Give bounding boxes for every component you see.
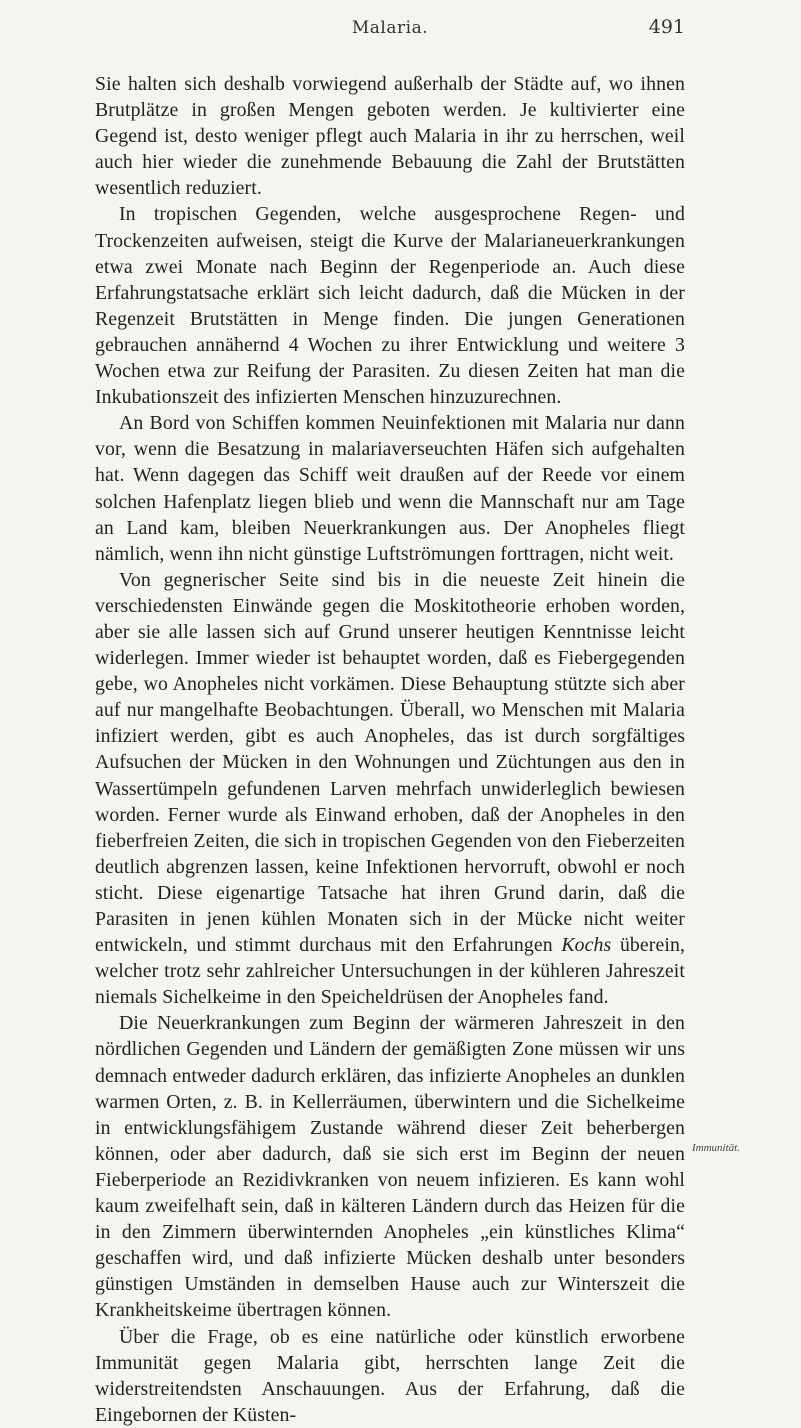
page-number: 491 (648, 16, 685, 38)
page-header (95, 18, 685, 44)
paragraph-3: An Bord von Schiffen kommen Neuinfektionen mit Malaria nur dann vor, wenn die Besatzung in malariaverseuchten Häfen sich aufgehalten hat. Wenn dagegen das Schiff weit draußen auf der Reede vor einem solchen Hafenplatz liegen blieb und wenn die Mannschaft nur am Tage an Land kam, bleiben Neuerkrankungen aus. Der Anopheles fliegt nämlich, wenn ihn nicht günstige Luftströmungen forttragen, nicht weit. (95, 412, 685, 565)
italic-name-kochs: Kochs (561, 934, 612, 957)
paragraph-2: In tropischen Gegenden, welche ausgesprochene Regen- und Trockenzeiten aufweisen, steigt die Kurve der Malarianeuerkrankungen etwa zwei Monate nach Beginn der Regenperiode an. Auch diese Erfahrungstatsache erklärt sich leicht dadurch, daß die Mücken in der Regenzeit Brutstätten in Menge finden. Die jungen Generationen gebrauchen annähernd 4 Wochen zu ihrer Entwicklung und weitere 3 Wochen etwa zur Reifung der Parasiten. Zu diesen Zeiten hat man die Inkubationszeit des infizierten Menschen hinzuzurechnen. (95, 203, 685, 409)
paragraph-4-tail: überein, welcher trotz sehr zahlreicher Untersuchungen in der kühleren Jahreszeit niemals Sichelkeime in den Speicheldrüsen der Anopheles fand. (95, 934, 686, 1009)
paragraph-4-text: Von gegnerischer Seite sind bis in die neueste Zeit hinein die verschiedensten Einwände gegen die Moskitotheorie erhoben worden, aber sie alle lassen sich auf Grund unserer heutigen Kenntnisse leicht widerlegen. Immer wieder ist behauptet worden, daß es Fiebergegenden gebe, wo Anopheles nicht vorkämen. Diese Behauptung stützte sich aber auf nur mangelhafte Beobachtungen. Überall, wo Menschen mit Malaria infiziert werden, gibt es auch Anopheles, das ist durch sorgfältiges Aufsuchen der Mücken in den Wohnungen und Züchtungen aus den in Wassertümpeln gefundenen Larven mehrfach unwiderleglich bewiesen worden. Ferner wurde als Einwand erhoben, daß der Anopheles in den fieberfreien Zeiten, die sich in tropischen Gegenden von den Fieberzeiten deutlich abgrenzen lassen, keine Infektionen hervorruft, obwohl er noch sticht. Diese eigenartige Tatsache hat ihren Grund darin, daß die Parasiten in jenen kühlen Monaten sich in der Mücke nicht weiter entwickeln, und stimmt durchaus mit den Erfahrungen (95, 568, 685, 957)
paragraph-5: Die Neuerkrankungen zum Beginn der wärmeren Jahreszeit in den nördlichen Gegenden und Ländern der gemäßigten Zone müssen wir uns demnach entweder dadurch erklären, das infizierte Anopheles an dunklen warmen Orten, z. B. in Kellerräumen, überwintern und die Sichelkeime in entwicklungsfähigem Zustande während dieser Zeit beherbergen können, oder aber dadurch, daß sie sich erst im Beginn der neuen Fieberperiode an Rezidivkranken von neuem infizieren. Es kann wohl kaum zweifelhaft sein, daß in kälteren Ländern durch das Heizen für die in den Zimmern überwinternden Anopheles „ein künstliches Klima“ geschaffen wird, und daß infizierte Mücken deshalb unter besonders günstigen Umständen in demselben Hause auch zur Winterszeit die Krankheitskeime übertragen können. (95, 1012, 685, 1322)
running-title: Malaria. (351, 18, 429, 38)
body-text (95, 71, 685, 1428)
paragraph-1: Sie halten sich deshalb vorwiegend außerhalb der Städte auf, wo ihnen Brutplätze in großen Mengen geboten werden. Je kultivierter eine Gegend ist, desto weniger pflegt auch Malaria in ihr zu herrschen, weil auch hier wieder die zunehmende Bebauung die Zahl der Brutstätten wesentlich reduziert. (95, 73, 685, 200)
paragraph-6: Über die Frage, ob es eine natürliche oder künstlich erworbene Immunität gegen Malaria gibt, herrschten lange Zeit die widerstreitendsten Anschauungen. Aus der Erfahrung, daß die Eingebornen der Küsten- (95, 1325, 685, 1426)
margin-note-immunitaet: Immunität. (692, 1142, 740, 1154)
paragraph-4 (95, 567, 685, 1011)
